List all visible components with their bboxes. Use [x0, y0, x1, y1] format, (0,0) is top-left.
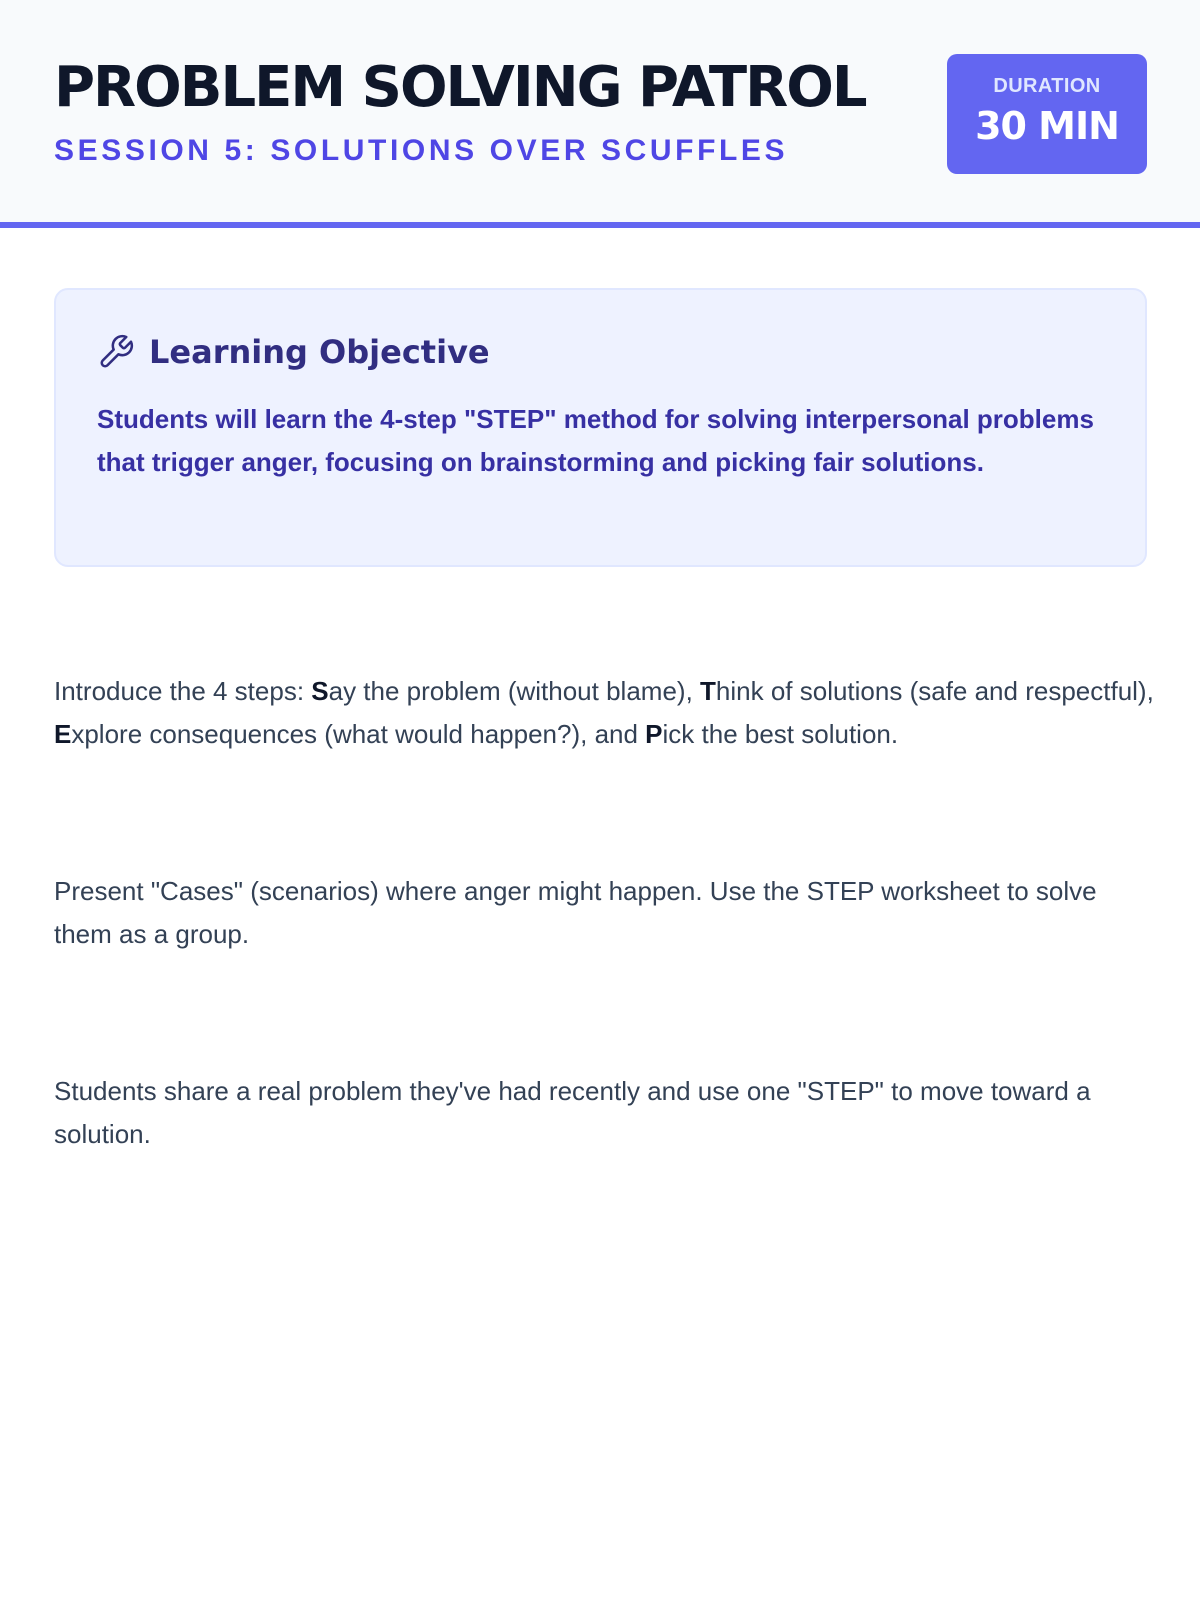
- steps-intro: Introduce the 4 steps:: [54, 676, 312, 706]
- steps-paragraph: [54, 670, 1154, 756]
- step-text-s: ay the problem (without blame),: [328, 676, 701, 706]
- step-letter-t: T: [700, 676, 716, 706]
- objective-title: Learning Objective: [149, 333, 490, 371]
- step-letter-s: S: [311, 676, 329, 706]
- objective-text: Students will learn the 4-step "STEP" method for solving interpersonal problems that trigger anger, focusing on brainstorming and picking fair solutions.: [97, 404, 1094, 477]
- objective-heading: [97, 332, 490, 372]
- step-text-t: hink of solutions (safe and respectful),: [715, 676, 1154, 706]
- wrench-icon: [97, 333, 135, 371]
- step-letter-p: P: [645, 719, 663, 749]
- step-letter-e: E: [54, 719, 72, 749]
- page-title: PROBLEM SOLVING PATROL: [54, 55, 866, 120]
- share-paragraph: Students share a real problem they've had recently and use one "STEP" to move toward a solution.: [54, 1076, 1091, 1149]
- duration-badge: [947, 54, 1147, 174]
- learning-objective-card: [54, 288, 1147, 567]
- step-text-e: xplore consequences (what would happen?), and: [71, 719, 646, 749]
- cases-paragraph: Present "Cases" (scenarios) where anger might happen. Use the STEP worksheet to solve them as a group.: [54, 876, 1097, 949]
- session-subtitle: SESSION 5: SOLUTIONS OVER SCUFFLES: [54, 134, 789, 167]
- page-header: [0, 0, 1200, 228]
- duration-value: 30 MIN: [975, 104, 1119, 148]
- step-text-p: ick the best solution.: [662, 719, 899, 749]
- duration-label: DURATION: [993, 75, 1101, 97]
